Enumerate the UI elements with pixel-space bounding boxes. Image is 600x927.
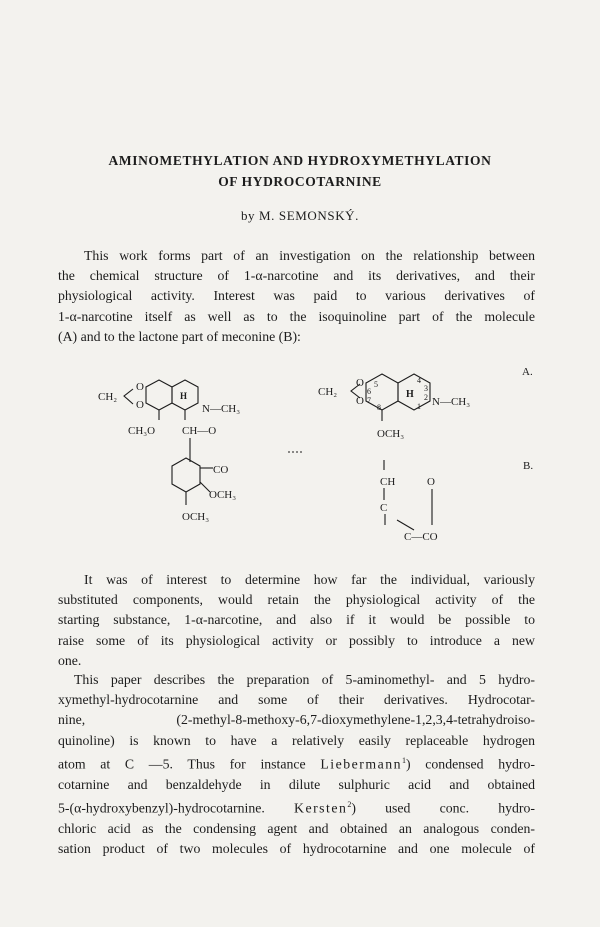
- left-n-ch3: N—CH₃: [202, 403, 241, 415]
- b-o: O: [427, 476, 435, 488]
- a-ring-3: 3: [424, 384, 428, 393]
- a-ring-4: 4: [417, 376, 421, 385]
- benzene-ring-bottom: [172, 458, 200, 492]
- a-ring-5: 5: [374, 380, 378, 389]
- a-ring-1: 1: [417, 402, 421, 411]
- para3-line: sation product of two molecules of hydrocotarnine and one molecule of: [58, 840, 535, 856]
- para2-line: substituted components, would retain the physiological activity of the: [58, 592, 535, 608]
- ref-2: 2: [347, 799, 352, 809]
- para2-line: It was of interest to determine how far the individual, variously: [84, 572, 535, 587]
- para3-line: This paper describes the preparation of 5-aminomethyl- and 5 hydro-: [74, 672, 535, 687]
- author-ref-kersten: Kersten: [293, 800, 348, 816]
- left-h: H: [180, 391, 188, 401]
- b-ch: CH: [380, 476, 396, 488]
- para2-line: starting substance, 1-α-narcotine, and also if it would be possible to: [58, 612, 535, 628]
- para3-line: quinoline) is known to have a relatively easily replaceable hydrogen: [58, 732, 535, 748]
- a-o-top: O: [356, 377, 364, 389]
- a-ring-8: 8: [377, 403, 381, 412]
- b-c-co: C—CO: [404, 531, 438, 543]
- a-h: H: [406, 389, 414, 400]
- a-och3: OCH₃: [377, 428, 405, 440]
- left-co: CO: [213, 464, 229, 476]
- left-o-top: O: [136, 381, 144, 393]
- paragraph-2: [58, 570, 535, 671]
- ref-1: 1: [402, 755, 406, 765]
- para2-line: raise some of its physiological activity or possibly to introduce a new: [58, 632, 535, 648]
- b-c: C: [380, 502, 388, 514]
- a-ch2: CH₂: [318, 386, 338, 398]
- a-ring-6: 6: [367, 387, 371, 396]
- para3-line: cotarnine and benzaldehyde in dilute sulphuric acid and obtained: [58, 776, 535, 792]
- author-ref-liebermann: Liebermann: [320, 756, 402, 772]
- intro-line: (A) and to the lactone part of meconine (B):: [58, 328, 301, 344]
- left-och3-bottom: OCH₃: [182, 511, 210, 523]
- methylenedioxy-bond: [124, 389, 133, 404]
- intro-line: 1-α-narcotine itself as well as to the isoquinoline part of the molecule: [58, 308, 535, 324]
- para3-line: atom at C —5. Thus for instance Liebermann$^1$) condensed hydro-: [58, 755, 535, 772]
- para3-line: xymethyl-hydrocotarnine and some of their derivatives. Hydrocotar-: [58, 692, 535, 708]
- paper-title-line-2: OF HYDROCOTARNINE: [218, 174, 382, 189]
- left-o-bottom: O: [136, 399, 144, 411]
- aromatic-ring-left: [146, 380, 172, 410]
- a-n-ch3: N—CH₃: [432, 396, 471, 408]
- a-ring-2: 2: [424, 393, 428, 402]
- paper-title-line-1: AMINOMETHYLATION AND HYDROXYMETHYLATION: [108, 153, 492, 168]
- intro-line: physiological activity. Interest was paid to various derivatives of: [58, 288, 535, 304]
- para3-line: chloric acid as the condensing agent and obtained an analogous conden-: [58, 820, 535, 836]
- a-ring-7: 7: [367, 396, 371, 405]
- author-line: by M. SEMONSKÝ.: [240, 208, 360, 223]
- para3-line: 5-(α-hydroxybenzyl)-hydrocotarnine. Kersten$^2$) used conc. hydro-: [58, 799, 536, 816]
- paragraph-3: [58, 670, 535, 859]
- intro-line: This work forms part of an investigation on the relationship between: [84, 248, 535, 263]
- para2-line: one.: [58, 652, 82, 668]
- a-o-bottom: O: [356, 395, 364, 407]
- left-och3-right: OCH₃: [209, 489, 237, 501]
- para3-line: nine, (2-methyl-8-methoxy-6,7-dioxymethylene-1,2,3,4-tetrahydroiso-: [58, 712, 535, 728]
- intro-line: the chemical structure of 1-α-narcotine and its derivatives, and their: [58, 268, 535, 284]
- left-ch-o: CH—O: [182, 425, 217, 437]
- label-b: B.: [523, 460, 534, 472]
- label-a: A.: [522, 366, 533, 378]
- left-ch2: CH₂: [98, 391, 118, 403]
- left-och3: CH₃O: [128, 425, 156, 437]
